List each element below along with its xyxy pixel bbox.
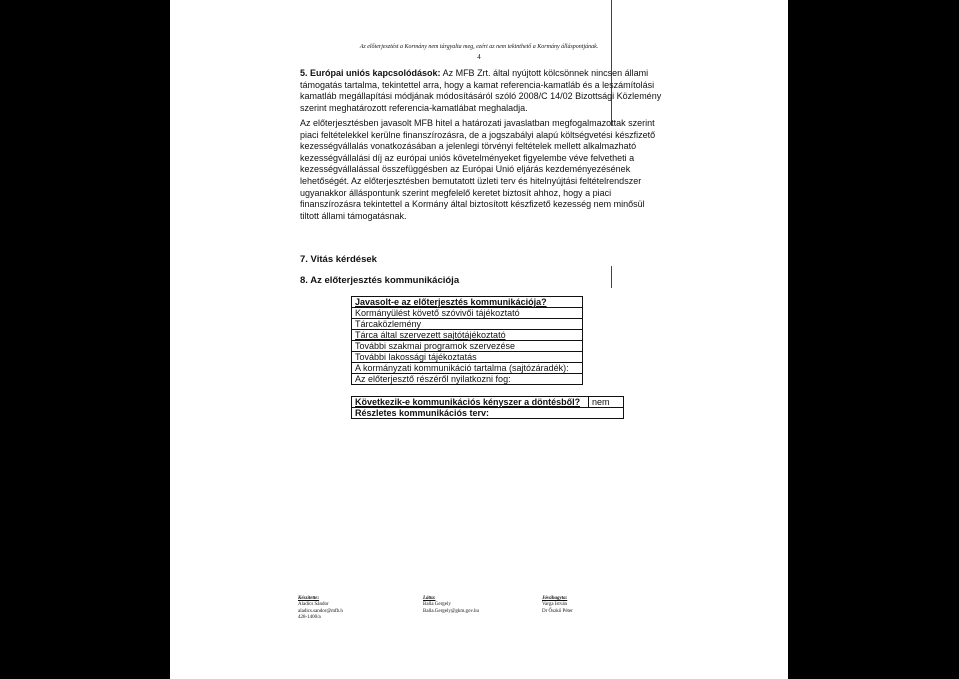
followup-answer: nem: [589, 397, 624, 408]
paragraph-2-line: finanszírozásra tekintettel a Kormány által biztosított készfizető kezesség nem minősül: [300, 199, 645, 210]
footer-approvers-title: Jóváhagyta:: [542, 596, 568, 601]
communication-table: [351, 296, 583, 385]
footer-author-line: Aladics Sándor: [298, 602, 329, 608]
followup-table: [351, 396, 624, 419]
paragraph-2: [300, 118, 668, 222]
comm-item: Kormányülést követő szóvivői tájékoztató: [352, 308, 583, 319]
footer-approvers: [542, 596, 573, 615]
section-5-line-0-rest: Az MFB Zrt. által nyújtott kölcsönnek nincsen állami: [442, 68, 649, 78]
followup-plan: Részletes kommunikációs terv:: [352, 408, 624, 419]
paragraph-2-line: ugyanakkor álláspontunk szerint megfelelő keretet biztosít ahhoz, hogy a piaci: [300, 187, 612, 198]
paragraph-2-line: kezességvállalás vonatkozásában a jelenlegi törvényi feltételek mellett alkalmazható: [300, 141, 637, 152]
comm-item: Tárcaközlemény: [352, 319, 583, 330]
footer-seen-line: Balla.Gergely@gkm.gov.hu: [423, 608, 479, 614]
comm-item: A kormányzati kommunikáció tartalma (sajtózáradék):: [352, 363, 583, 374]
footer-author-title: Készítette:: [298, 596, 320, 601]
footer-author-line: 428-1400/a: [298, 615, 321, 621]
footer-author: [298, 596, 343, 622]
page-number: 4: [477, 53, 481, 61]
comm-item: Tárca által szervezett sajtótájékoztató: [352, 330, 583, 341]
section-8-title: 8. Az előterjesztés kommunikációja: [300, 275, 460, 286]
footer-seen-line: Balla Gergely: [423, 602, 451, 608]
footer-seen: [423, 596, 479, 615]
paragraph-2-line: piaci feltételekkel kerülne finanszírozásra, de a jogszabályi alapú költségvetési készfizető: [300, 129, 656, 140]
section-5-line-3: szerint meghatározott referencia-kamatlábat meghaladja.: [300, 102, 528, 113]
paragraph-2-line: Az előterjesztésben javasolt MFB hitel a határozati javaslatban megfogalmazottak szerint: [300, 118, 655, 128]
footer-approvers-line: Dr Őszkő Péter: [542, 608, 573, 614]
header-note: Az előterjesztést a Kormány nem tárgyalta meg, ezért az nem tekinthető a Kormány álláspontjának.: [359, 44, 599, 50]
comm-table-header: Javasolt-e az előterjesztés kommunikációja?: [352, 297, 583, 308]
footer-author-line: aladics.sandor@mfb.h: [298, 608, 343, 614]
paragraph-2-line: lehetőségét. Az előterjesztésben bemutatott üzleti terv és hitelnyújtási feltételrendszer: [300, 175, 642, 186]
document-page: [170, 0, 788, 679]
section-7-title: 7. Vitás kérdések: [300, 254, 377, 265]
footer-seen-title: Látta:: [423, 596, 436, 601]
paragraph-2-line: kezességvállalással összefüggésben az Európai Unió eljárás kezdeményezésének: [300, 164, 631, 175]
paragraph-2-line: tiltott állami támogatásnak.: [300, 210, 407, 221]
footer-approvers-line: Varga István: [542, 602, 568, 608]
scan-line-mid: [611, 266, 612, 288]
section-5-line-1: támogatás tartalma, tekintettel arra, hogy a kamat referencia-kamatláb és a leszámítolási: [300, 79, 655, 90]
comm-item: Az előterjesztő részéről nyilatkozni fog:: [352, 374, 583, 385]
comm-item: További szakmai programok szervezése: [352, 341, 583, 352]
comm-item: További lakossági tájékoztatás: [352, 352, 583, 363]
section-5-line-2: kamatláb megállapítási módjának módosításáról szóló 2008/C 14/02 Bizottsági Közlemény: [300, 91, 662, 102]
followup-question: Következik-e kommunikációs kényszer a döntésből?: [352, 397, 589, 408]
paragraph-2-line: kezességvállalási díj az európai uniós követelményeket figyelembe véve felvetheti a: [300, 152, 635, 163]
section-5-text: 5. Európai uniós kapcsolódások: Az MFB Zrt. által nyújtott kölcsönnek nincsen állami támogatás tartalma, tekintettel arra, hogy a kamat referencia-kamatláb és a leszámítolási kamatláb megállapítási módjának módosításáról szóló 2008/C 14/02 Bizottsági Közlemény szerint meghatározott referencia-kamatlábat meghaladja.: [300, 68, 668, 114]
